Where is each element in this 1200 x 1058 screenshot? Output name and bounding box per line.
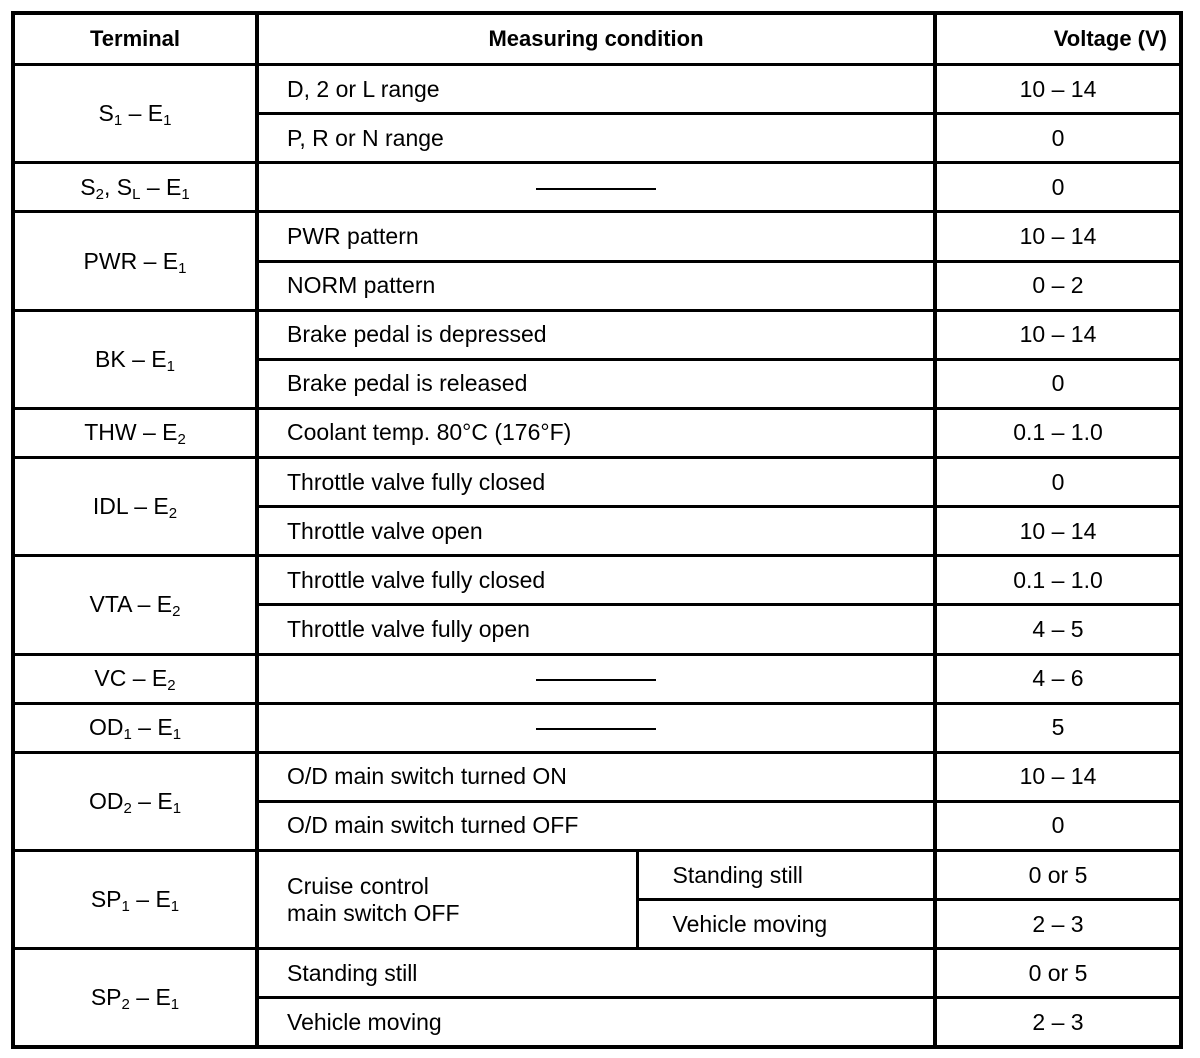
voltage-cell: 2 – 3 (935, 998, 1181, 1047)
voltage-cell: 0 or 5 (935, 949, 1181, 998)
table-row (13, 310, 1181, 359)
voltage-cell: 10 – 14 (935, 752, 1181, 801)
voltage-cell: 10 – 14 (935, 310, 1181, 359)
terminal-voltage-table (11, 11, 1183, 1049)
header-voltage: Voltage (V) (935, 13, 1181, 65)
condition-cell-empty (257, 703, 935, 752)
header-row (13, 13, 1181, 65)
condition-cell: Brake pedal is depressed (257, 310, 935, 359)
table-row (13, 654, 1181, 703)
condition-cell: Throttle valve open (257, 507, 935, 556)
condition-cell: D, 2 or L range (257, 65, 935, 114)
voltage-cell: 10 – 14 (935, 507, 1181, 556)
condition-cell: Throttle valve fully closed (257, 556, 935, 605)
voltage-cell: 0 – 2 (935, 261, 1181, 310)
sub-condition-cell: Vehicle moving (637, 900, 935, 949)
dash-line (536, 728, 656, 730)
condition-cell: O/D main switch turned OFF (257, 801, 935, 850)
condition-cell: Vehicle moving (257, 998, 935, 1047)
voltage-cell: 10 – 14 (935, 212, 1181, 261)
terminal-sp1-e1: $SP_1 - E_1$ (13, 851, 257, 949)
condition-cell-empty (257, 163, 935, 212)
terminal-s2-sl-e1: $S_2$, $S_L - E_1$ (13, 163, 257, 212)
table-row (13, 703, 1181, 752)
condition-cell: P, R or N range (257, 114, 935, 163)
voltage-cell: 0 (935, 458, 1181, 507)
condition-cell-cruise-control (257, 851, 637, 949)
voltage-cell: 10 – 14 (935, 65, 1181, 114)
condition-cell: Throttle valve fully closed (257, 458, 935, 507)
voltage-cell: 0 (935, 163, 1181, 212)
voltage-cell: 2 – 3 (935, 900, 1181, 949)
terminal-od1-e1: $OD_1 - E_1$ (13, 703, 257, 752)
terminal-sp2-e1: $SP_2 - E_1$ (13, 949, 257, 1047)
table-row (13, 408, 1181, 457)
dash-line (536, 679, 656, 681)
condition-cell: NORM pattern (257, 261, 935, 310)
terminal-idl-e2: IDL – $E_2$ (13, 458, 257, 556)
header-terminal: Terminal (13, 13, 257, 65)
header-measuring-condition: Measuring condition (257, 13, 935, 65)
voltage-cell: 0 or 5 (935, 851, 1181, 900)
voltage-cell: 4 – 6 (935, 654, 1181, 703)
voltage-cell: 4 – 5 (935, 605, 1181, 654)
voltage-cell: 0 (935, 359, 1181, 408)
voltage-cell: 5 (935, 703, 1181, 752)
terminal-vta-e2: VTA – $E_2$ (13, 556, 257, 654)
condition-cell: PWR pattern (257, 212, 935, 261)
terminal-od2-e1: $OD_2 - E_1$ (13, 752, 257, 850)
terminal-vc-e2: VC – $E_2$ (13, 654, 257, 703)
terminal-bk-e1: BK – $E_1$ (13, 310, 257, 408)
condition-cell: Coolant temp. 80°C (176°F) (257, 408, 935, 457)
table-row (13, 65, 1181, 114)
table-row (13, 212, 1181, 261)
condition-cell: O/D main switch turned ON (257, 752, 935, 801)
terminal-thw-e2: THW – $E_2$ (13, 408, 257, 457)
condition-cell: Standing still (257, 949, 935, 998)
condition-cell: Throttle valve fully open (257, 605, 935, 654)
table-row (13, 458, 1181, 507)
table-row (13, 949, 1181, 998)
table-row (13, 752, 1181, 801)
condition-cell-empty (257, 654, 935, 703)
dash-line (536, 188, 656, 190)
table-row (13, 556, 1181, 605)
sub-condition-cell: Standing still (637, 851, 935, 900)
voltage-cell: 0.1 – 1.0 (935, 556, 1181, 605)
condition-line: main switch OFF (287, 899, 460, 926)
terminal-pwr-e1: PWR – $E_1$ (13, 212, 257, 310)
terminal-s1-e1: $S_1 - E_1$ (13, 65, 257, 163)
voltage-cell: 0.1 – 1.0 (935, 408, 1181, 457)
voltage-cell: 0 (935, 801, 1181, 850)
condition-line: Cruise control (287, 872, 429, 899)
table-row (13, 851, 1181, 900)
condition-cell: Brake pedal is released (257, 359, 935, 408)
table-row (13, 163, 1181, 212)
voltage-cell: 0 (935, 114, 1181, 163)
